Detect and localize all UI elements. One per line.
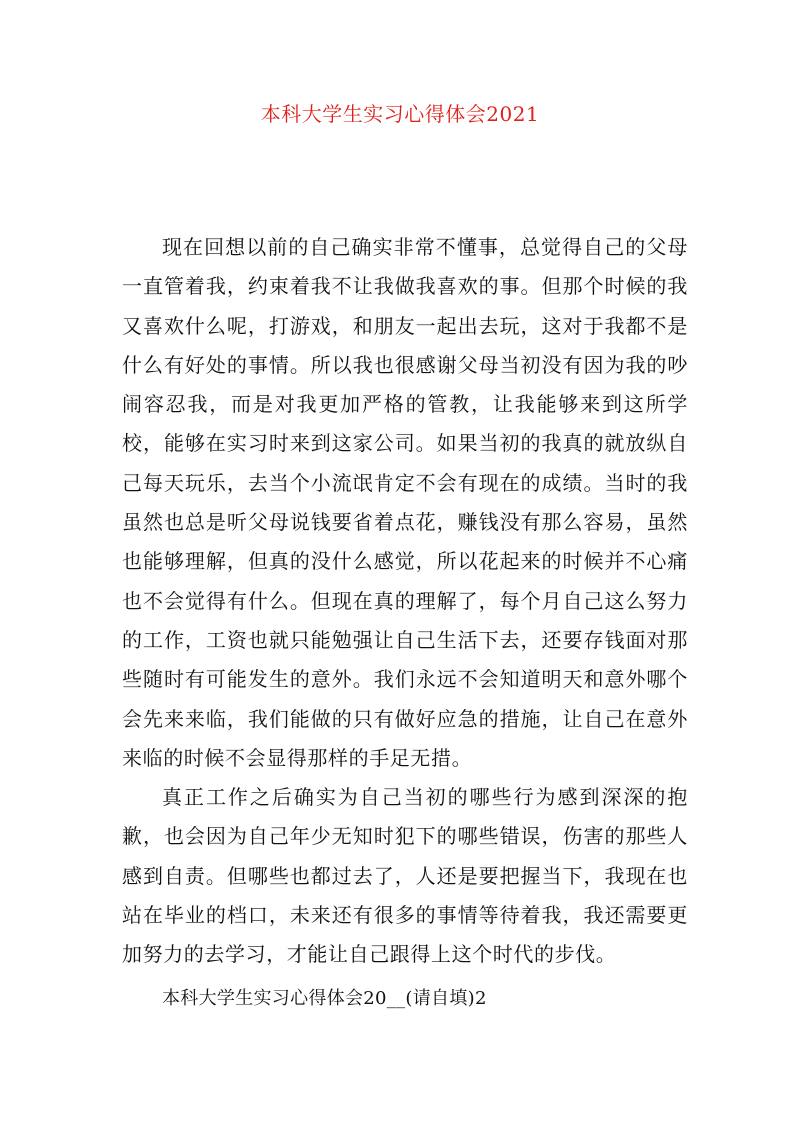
document-title: 本科大学生实习心得体会2021 [260,102,540,126]
paragraph-2: 真正工作之后确实为自己当初的哪些行为感到深深的抱歉，也会因为自己年少无知时犯下的哪些错误，伤害的那些人感到自责。但哪些也都过去了，人还是要把握当下，我现在也站在毕业的档口，未来还有很多的事情等待着我，我还需要更加努力的去学习，才能让自己跟得上这个时代的步伐。 [122,785,688,967]
document-body [122,228,688,975]
paragraph-1: 现在回想以前的自己确实非常不懂事，总觉得自己的父母一直管着我，约束着我不让我做我喜欢的事。但那个时候的我又喜欢什么呢，打游戏，和朋友一起出去玩，这对于我都不是什么有好处的事情。所以我也很感谢父母当初没有因为我的吵闹容忍我，而是对我更加严格的管教，让我能够来到这所学校，能够在实习时来到这家公司。如果当初的我真的就放纵自己每天玩乐，去当个小流氓肯定不会有现在的成绩。当时的我虽然也总是听父母说钱要省着点花，赚钱没有那么容易，虽然也能够理解，但真的没什么感觉，所以花起来的时候并不心痛也不会觉得有什么。但现在真的理解了，每个月自己这么努力的工作，工资也就只能勉强让自己生活下去，还要存钱面对那些随时有可能发生的意外。我们永远不会知道明天和意外哪个会先来来临，我们能做的只有做好应急的措施，让自己在意外来临的时候不会显得那样的手足无措。 [122,235,688,770]
next-section-heading: 本科大学生实习心得体会20__(请自填)2 [162,988,487,1009]
